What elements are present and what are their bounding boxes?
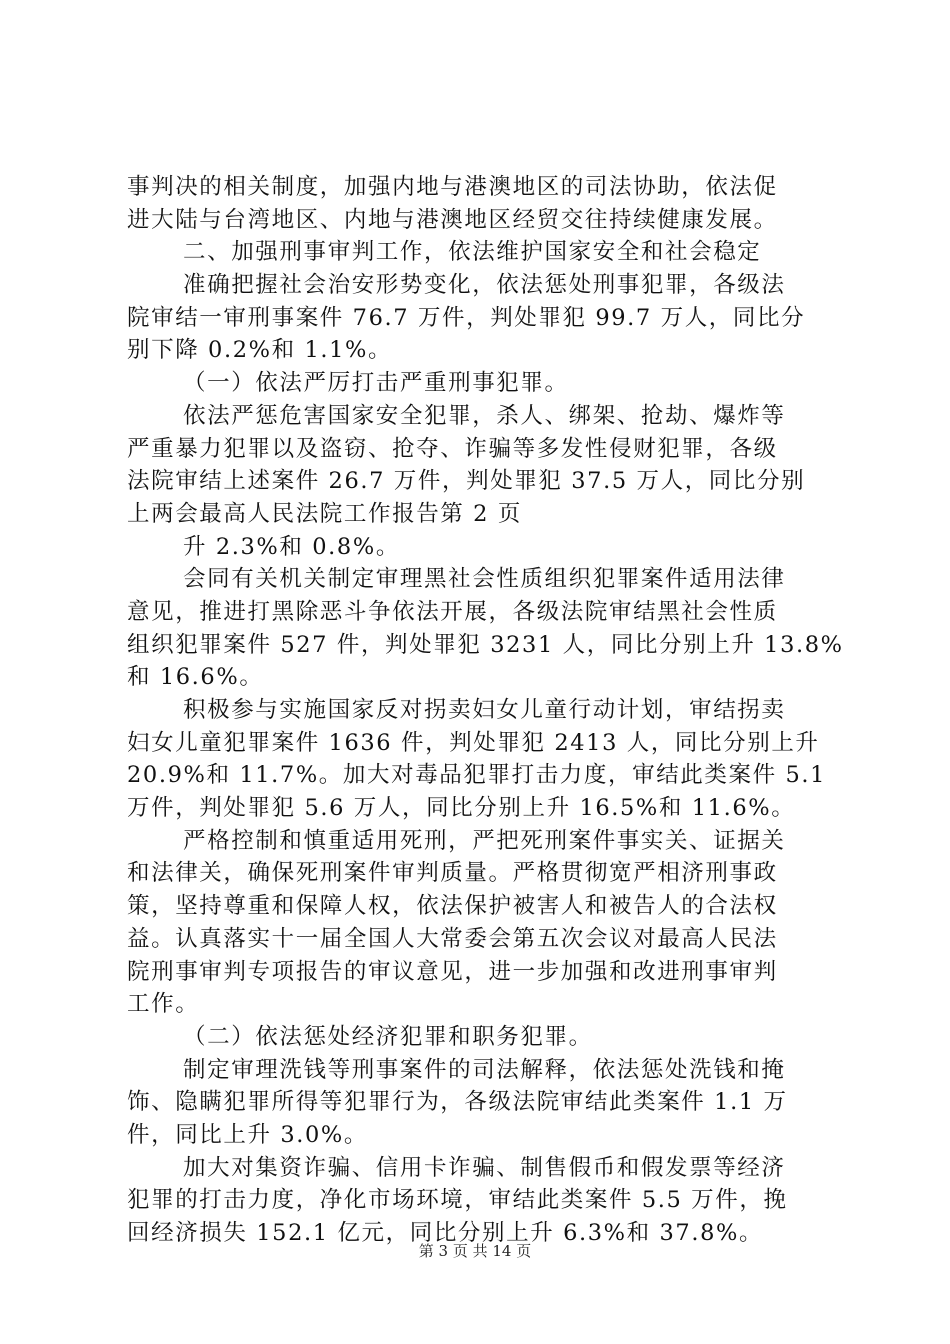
text-line: 进大陆与台湾地区、内地与港澳地区经贸交往持续健康发展。 [127,206,778,233]
text-line: 犯罪的打击力度，净化市场环境，审结此类案件 5.5 万件，挽 [127,1187,788,1214]
text-line: 院刑事审判专项报告的审议意见，进一步加强和改进刑事审判 [127,958,778,985]
text-line: 和 16.6%。 [127,664,264,691]
text-line: 院审结一审刑事案件 76.7 万件，判处罪犯 99.7 万人，同比分 [127,304,806,331]
text-line: 升 2.3%和 0.8%。 [183,533,400,560]
text-line: 积极参与实施国家反对拐卖妇女儿童行动计划，审结拐卖 [183,697,786,723]
text-line: 上两会最高人民法院工作报告第 2 页 [127,500,522,527]
text-line: 饰、隐瞒犯罪所得等犯罪行为，各级法院审结此类案件 1.1 万 [127,1089,788,1116]
text-line: 益。认真落实十一届全国人大常委会第五次会议对最高人民法 [127,925,778,952]
text-line: 二、加强刑事审判工作，依法维护国家安全和社会稳定 [183,239,762,266]
document-body [127,171,844,1250]
text-line: （二）依法惩处经济犯罪和职务犯罪。 [183,1023,593,1050]
page-footer: 第 3 页 共 14 页 [418,1242,532,1260]
text-line: 妇女儿童犯罪案件 1636 件，判处罪犯 2413 人，同比分别上升 [127,729,820,756]
text-line: 事判决的相关制度，加强内地与港澳地区的司法协助，依法促 [127,174,778,200]
text-line: 法院审结上述案件 26.7 万件，判处罪犯 37.5 万人，同比分别 [127,468,806,495]
text-line: 20.9%和 11.7%。加大对毒品犯罪打击力度，审结此类案件 5.1 [127,762,827,789]
text-line: 意见，推进打黑除恶斗争依法开展，各级法院审结黑社会性质 [127,598,778,625]
text-line: 策，坚持尊重和保障人权，依法保护被害人和被告人的合法权 [127,893,778,920]
text-line: 件，同比上升 3.0%。 [127,1121,369,1148]
text-line: 严格控制和慎重适用死刑，严把死刑案件事实关、证据关 [183,827,786,854]
text-line: 依法严惩危害国家安全犯罪，杀人、绑架、抢劫、爆炸等 [183,402,786,429]
text-line: 和法律关，确保死刑案件审判质量。严格贯彻宽严相济刑事政 [127,860,778,887]
text-line: 组织犯罪案件 527 件，判处罪犯 3231 人，同比分别上升 13.8% [127,631,844,658]
text-line: 制定审理洗钱等刑事案件的司法解释，依法惩处洗钱和掩 [183,1056,786,1083]
text-line: （一）依法严厉打击严重刑事犯罪。 [183,370,569,397]
text-line: 别下降 0.2%和 1.1%。 [127,337,393,364]
text-line: 准确把握社会治安形势变化，依法惩处刑事犯罪，各级法 [183,272,786,299]
text-line: 工作。 [127,991,200,1018]
text-line: 回经济损失 152.1 亿元，同比分别上升 6.3%和 37.8%。 [127,1220,764,1246]
text-line: 严重暴力犯罪以及盗窃、抢夺、诈骗等多发性侵财犯罪，各级 [127,435,778,462]
text-line: 会同有关机关制定审理黑社会性质组织犯罪案件适用法律 [183,566,786,593]
text-line: 万件，判处罪犯 5.6 万人，同比分别上升 16.5%和 11.6%。 [127,795,796,822]
text-line: 加大对集资诈骗、信用卡诈骗、制售假币和假发票等经济 [183,1154,786,1181]
